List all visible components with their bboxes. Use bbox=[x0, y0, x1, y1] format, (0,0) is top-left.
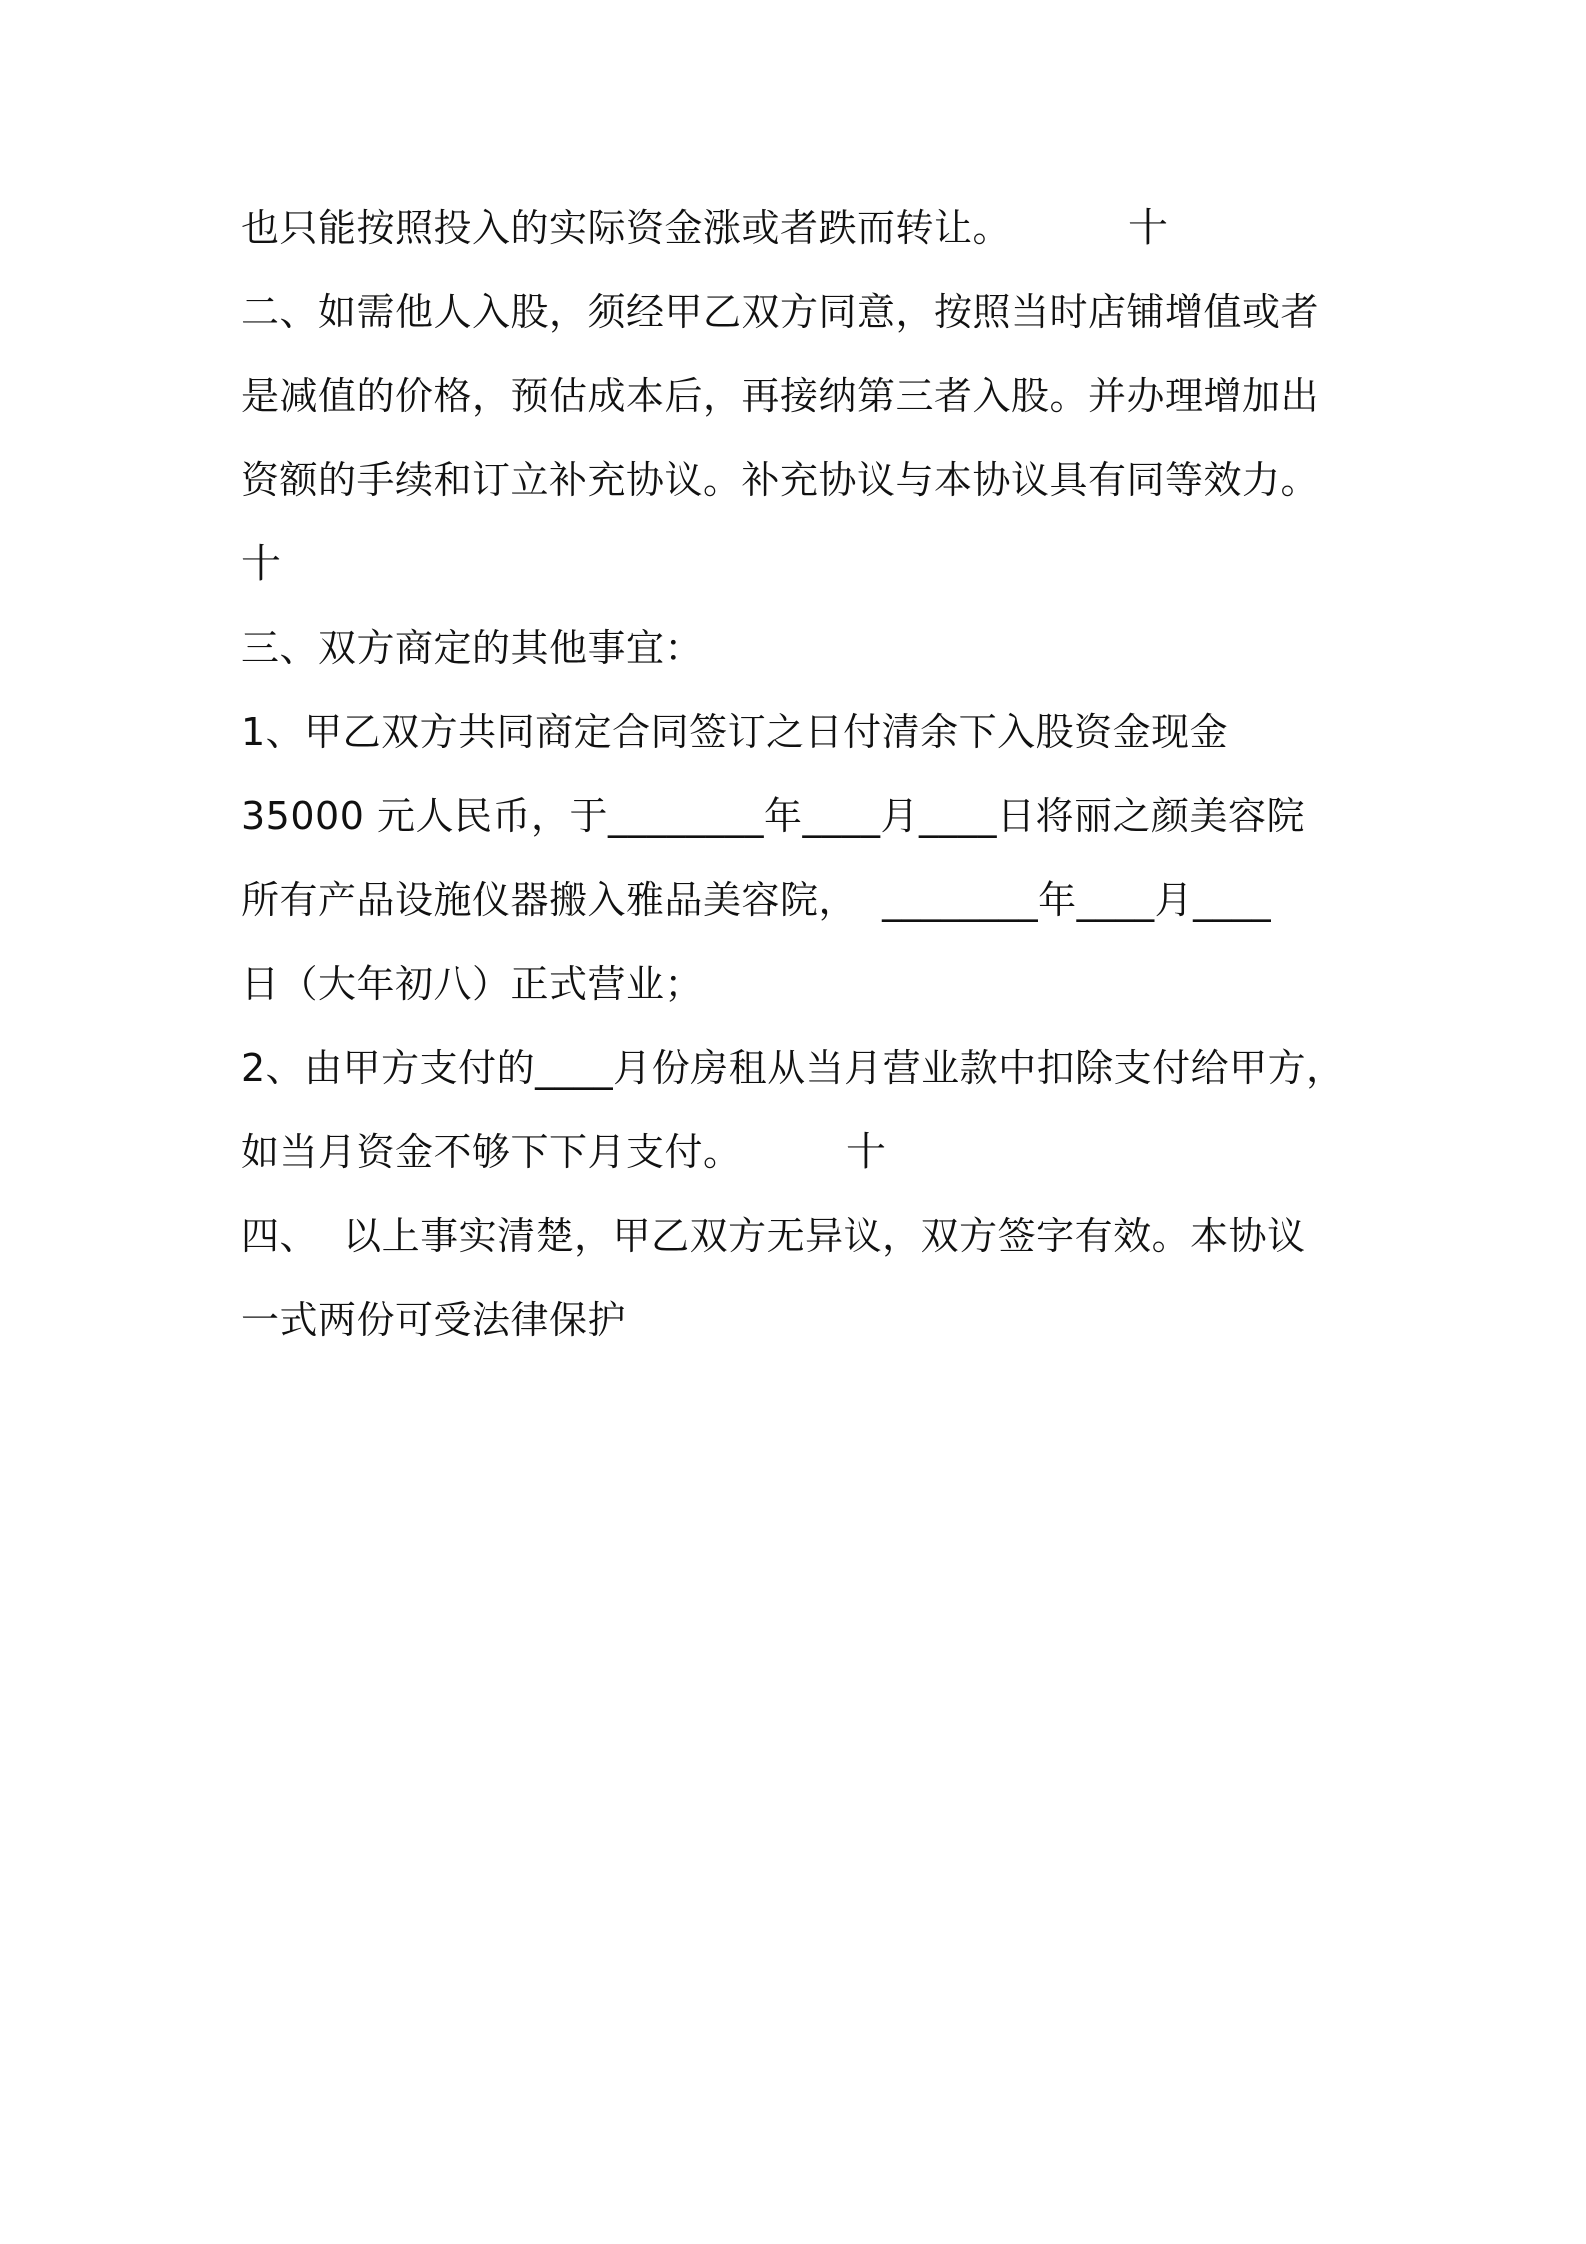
paragraph-mark-3: 十 bbox=[846, 1129, 886, 1175]
text-line-9: 日（大年初八）正式营业； bbox=[241, 962, 704, 1006]
text-line-5: 三、双方商定的其他事宜： bbox=[241, 626, 704, 670]
text-line-1: 也只能按照投入的实际资金涨或者跌而转让。 bbox=[241, 206, 1012, 250]
text-line-3: 是减值的价格，预估成本后，再接纳第三者入股。并办理增加出 bbox=[241, 374, 1320, 418]
paragraph-mark-1: 十 bbox=[1128, 205, 1168, 251]
text-line-12: 四、 以上事实清楚，甲乙双方无异议，双方签字有效。本协议 bbox=[241, 1214, 1306, 1258]
text-line-13: 一式两份可受法律保护 bbox=[241, 1298, 627, 1342]
text-line-6: 1、甲乙双方共同商定合同签订之日付清余下入股资金现金 bbox=[241, 710, 1229, 754]
paragraph-mark-2: 十 bbox=[241, 541, 281, 587]
text-line-7: 35000 元人民币，于________年____月____日将丽之颜美容院 bbox=[241, 794, 1305, 838]
text-line-11: 如当月资金不够下下月支付。 bbox=[241, 1130, 742, 1174]
text-line-2: 二、如需他人入股，须经甲乙双方同意，按照当时店铺增值或者 bbox=[241, 290, 1320, 334]
text-line-4: 资额的手续和订立补充协议。补充协议与本协议具有同等效力。 bbox=[241, 458, 1320, 502]
text-line-10: 2、由甲方支付的____月份房租从当月营业款中扣除支付给甲方， bbox=[241, 1046, 1345, 1090]
text-line-8: 所有产品设施仪器搬入雅品美容院， ________年____月____ bbox=[241, 878, 1272, 922]
